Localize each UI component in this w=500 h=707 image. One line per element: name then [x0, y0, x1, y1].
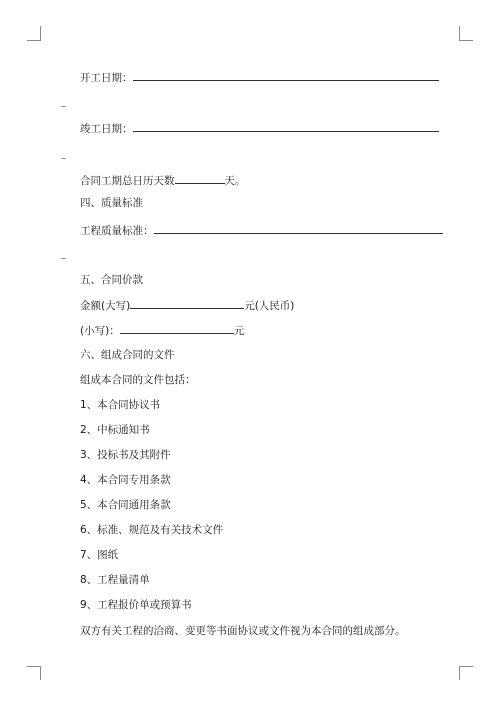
crop-mark-top-left-vertical — [40, 26, 41, 40]
amount-upper-suffix: 元(人民币) — [244, 300, 295, 312]
amount-lower-blank[interactable] — [120, 322, 234, 334]
duration-suffix: 天。 — [224, 175, 246, 187]
doc-item: 2、中标通知书 — [80, 424, 150, 436]
section-5-title: 五、合同价款 — [80, 274, 143, 286]
start-date-label: 开工日期： — [80, 72, 133, 84]
amount-upper-blank[interactable] — [130, 297, 244, 309]
amount-upper-line — [80, 297, 294, 313]
doc-item: 4、本合同专用条款 — [80, 474, 171, 486]
docs-intro: 组成本合同的文件包括： — [80, 374, 196, 386]
doc-item: 1、本合同协议书 — [80, 399, 161, 411]
crop-mark-bottom-right-horizontal — [459, 666, 473, 667]
start-date-line — [80, 69, 439, 85]
doc-item: 3、投标书及其附件 — [80, 449, 171, 461]
amount-upper-prefix: 金额(大写) — [80, 300, 131, 312]
amount-lower-suffix: 元 — [233, 325, 245, 337]
paragraph-mark — [61, 258, 66, 259]
section-6-title: 六、组成合同的文件 — [80, 349, 175, 361]
crop-mark-bottom-right-vertical — [459, 666, 460, 680]
doc-item: 5、本合同通用条款 — [80, 499, 171, 511]
paragraph-mark — [61, 106, 66, 107]
end-date-blank[interactable] — [133, 120, 439, 132]
crop-mark-bottom-left-vertical — [40, 666, 41, 680]
duration-line — [80, 172, 246, 188]
crop-mark-top-right-vertical — [459, 26, 460, 40]
amount-lower-line — [80, 322, 244, 338]
quality-label: 工程质量标准： — [80, 225, 154, 237]
section-4-title: 四、质量标准 — [80, 197, 143, 209]
closing-paragraph: 双方有关工程的洽商、变更等书面协议或文件视为本合同的组成部分。 — [80, 625, 406, 637]
end-date-line — [80, 120, 439, 136]
doc-item: 9、工程报价单或预算书 — [80, 599, 192, 611]
duration-prefix: 合同工期总日历天数 — [80, 175, 175, 187]
quality-line — [80, 222, 443, 238]
crop-mark-top-left-horizontal — [27, 40, 41, 41]
crop-mark-top-right-horizontal — [459, 40, 473, 41]
doc-item: 7、图纸 — [80, 549, 119, 561]
duration-blank[interactable] — [175, 172, 225, 184]
paragraph-mark — [61, 158, 66, 159]
end-date-label: 竣工日期： — [80, 123, 133, 135]
start-date-blank[interactable] — [133, 69, 439, 81]
amount-lower-prefix: (小写)： — [80, 325, 120, 337]
doc-item: 6、标准、规范及有关技术文件 — [80, 524, 224, 536]
doc-item: 8、工程量清单 — [80, 574, 150, 586]
quality-blank[interactable] — [154, 222, 443, 234]
crop-mark-bottom-left-horizontal — [27, 666, 41, 667]
